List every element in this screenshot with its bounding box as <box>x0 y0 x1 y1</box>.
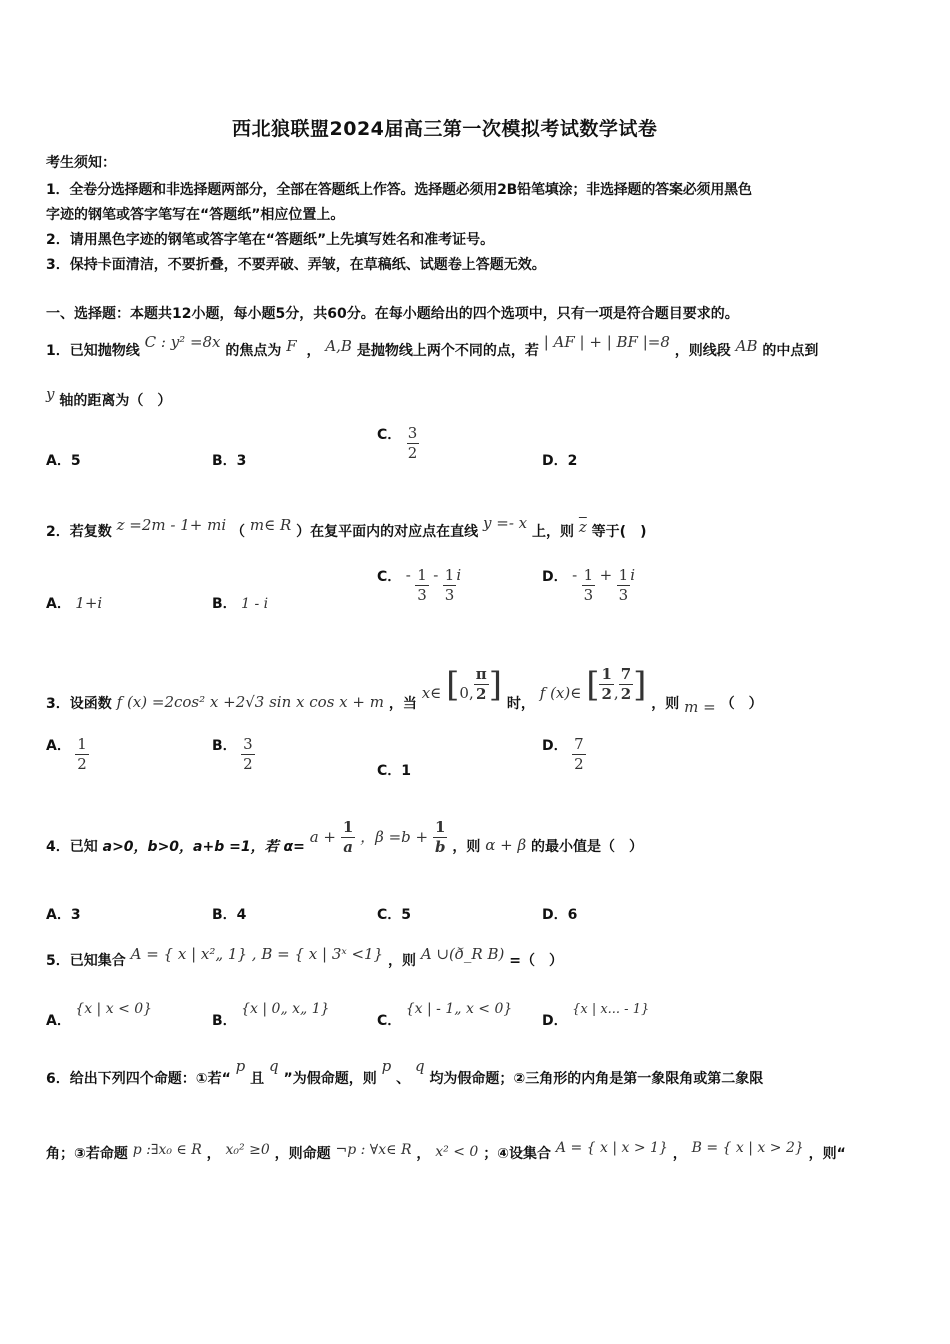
question-6-stem <box>46 1057 764 1088</box>
q2-option-d-i: i <box>630 565 635 584</box>
q5-option-a[interactable] <box>46 998 153 1029</box>
q3-math-function: f (x) =2cos² x +2√3 sin x cos x + m <box>116 693 384 711</box>
q6-text: 均为假命题；②三角形的内角是第一象限角或第二象限 <box>429 1071 764 1087</box>
q6-text: ， <box>416 1146 431 1162</box>
q3-option-b-label: B． <box>212 737 237 754</box>
q2-option-d[interactable] <box>542 566 635 605</box>
q6-math-x-squared: x² < 0 <box>435 1144 479 1160</box>
q6-math-x0-squared: x₀² ≥0 <box>225 1142 270 1158</box>
q1-text: 的焦点为 <box>225 343 282 359</box>
q6-text: ，则“ <box>808 1146 846 1162</box>
q2-text: 等于( ) <box>591 524 647 540</box>
q6-math-q-2: q <box>414 1057 425 1075</box>
q6-text: ，则命题 <box>274 1146 331 1162</box>
q3-option-b-den: 2 <box>243 755 253 773</box>
q3-text: 3．设函数 <box>46 696 112 712</box>
q6-math-set-b: B = { x | x > 2} <box>691 1140 804 1156</box>
q2-math-m: m∈ R <box>249 516 292 534</box>
q5-option-c-label: C． <box>377 1013 402 1029</box>
notice-item-3: 3．保持卡面清洁，不要折叠，不要弄破、弄皱，在草稿纸、试题卷上答题无效。 <box>46 257 546 273</box>
q1-option-c-label: C． <box>377 426 402 443</box>
notice-item-1-line-1: 1．全卷分选择题和非选择题两部分，全部在答题纸上作答。选择题必须用2B铅笔填涂；非选择题的答案必须用黑色 <box>46 182 752 198</box>
q5-option-c-math: {x | - 1„ x < 0} <box>405 1001 513 1017</box>
q3-interval-two: 2 <box>476 684 487 703</box>
q4-math-alpha: a + <box>309 827 336 846</box>
q4-math-sum: α + β <box>485 835 527 854</box>
q2-option-d-den-1: 3 <box>583 586 594 604</box>
q3-interval-pi: π <box>475 664 487 683</box>
notice-item-2: 2．请用黑色字迹的钢笔或答字笔在“答题纸”上先填写姓名和准考证号。 <box>46 232 495 248</box>
q2-option-b-label: B． <box>212 596 237 612</box>
q2-option-a-label: A． <box>46 596 71 612</box>
q3-interval-zero: 0 <box>459 684 469 702</box>
q2-option-c-label: C． <box>377 568 402 585</box>
q5-math-sets: A = { x | x²„ 1} , B = { x | 3ˣ <1} <box>130 945 384 963</box>
q1-math-points: A,B <box>325 337 352 355</box>
q5-option-b-math: {x | 0„ x„ 1} <box>241 1001 330 1017</box>
q5-text: =（ ） <box>509 953 563 969</box>
q1-math-axis: y <box>46 385 55 403</box>
q6-math-set-a: A = { x | x > 1} <box>555 1140 668 1156</box>
q6-text: ， <box>206 1146 221 1162</box>
q2-option-d-minus: - <box>572 565 578 584</box>
q1-option-d[interactable]: D．2 <box>542 453 578 469</box>
q4-math-beta: ，β =b + <box>360 827 429 846</box>
section-heading: 一、选择题：本题共12小题，每小题5分，共60分。在每小题给出的四个选项中，只有一项是符合题目要求的。 <box>46 306 739 322</box>
q2-option-c-num-1: 1 <box>417 566 427 584</box>
question-1-stem: 1．已知抛物线 C : y² =8x 的焦点为 F ， A,B 是抛物线上两个不同的点，若 | AF | + | BF |=8 ，则线段 AB 的中点到 <box>46 333 819 359</box>
q2-option-c[interactable] <box>377 566 461 605</box>
q2-math-line: y =- x <box>483 514 528 532</box>
q3-option-c[interactable]: C．1 <box>377 763 412 779</box>
q2-option-c-den-1: 3 <box>417 586 427 604</box>
q3-range-one: 1 <box>601 664 612 683</box>
q3-option-a-label: A． <box>46 737 71 754</box>
question-2-stem <box>46 514 647 541</box>
q3-option-a-den: 2 <box>77 755 87 773</box>
q5-option-d-math: {x | x... - 1} <box>572 1002 650 1017</box>
q6-text: ；④设集合 <box>483 1146 552 1162</box>
q1-option-c-num: 3 <box>407 424 418 442</box>
q2-math-zbar: $\overline{z}$ <box>578 518 587 536</box>
q6-text: 角；③若命题 <box>46 1146 128 1162</box>
q3-option-a-num: 1 <box>77 735 87 753</box>
q6-math-prop-p: p :∃x₀ ∈ R <box>132 1142 202 1158</box>
q3-option-a[interactable] <box>46 735 89 774</box>
q1-option-c[interactable] <box>377 424 419 463</box>
q4-alpha-num: 1 <box>342 818 354 836</box>
q1-math-segment: AB <box>735 337 758 355</box>
q2-option-c-minus-2: - <box>433 565 439 584</box>
q1-option-c-den: 2 <box>407 444 418 462</box>
q6-text: ， <box>672 1146 687 1162</box>
q4-option-c[interactable]: C．5 <box>377 907 412 923</box>
q2-option-d-den-2: 3 <box>618 586 629 604</box>
q3-range-seven: 7 <box>620 664 632 683</box>
q1-math-focus: F <box>286 337 297 355</box>
q3-range-two: 2 <box>601 684 612 703</box>
question-5-stem <box>46 945 563 970</box>
q1-text: ，则线段 <box>674 343 731 359</box>
q5-math-union: A ∪(ð_R B) <box>420 945 505 963</box>
q4-text: 的最小值是（ ） <box>531 838 644 855</box>
q4-alpha-den: a <box>343 838 353 856</box>
q3-option-b[interactable] <box>212 735 255 774</box>
q2-option-c-num-2: 1 <box>444 566 455 584</box>
q3-text: （ ） <box>720 696 763 712</box>
q5-option-d-label: D． <box>542 1013 568 1029</box>
q3-math-f-in: f (x)∈ <box>539 684 582 702</box>
q6-math-q: q <box>269 1057 279 1075</box>
q3-text: 时， <box>506 696 535 712</box>
q1-option-b[interactable]: B．3 <box>212 453 247 469</box>
q4-option-b[interactable]: B．4 <box>212 907 247 923</box>
q6-text: 、 <box>396 1071 411 1087</box>
q5-option-c[interactable] <box>377 998 513 1029</box>
q6-math-p: p <box>235 1057 246 1075</box>
q6-text: 且 <box>250 1071 265 1087</box>
q2-option-c-i: i <box>456 565 462 584</box>
q5-text: ，则 <box>387 953 416 969</box>
notice-heading: 考生须知： <box>46 155 116 171</box>
question-1-stem-line-2 <box>46 385 172 410</box>
q3-option-d-num: 7 <box>574 735 584 753</box>
question-6-stem-line-2 <box>46 1140 846 1163</box>
q6-text: ”为假命题，则 <box>283 1071 377 1087</box>
q5-text: 5．已知集合 <box>46 953 126 969</box>
q2-text: 2．若复数 <box>46 524 112 540</box>
q4-option-a[interactable]: A．3 <box>46 907 81 923</box>
q3-math-m: m = <box>684 698 716 716</box>
q2-option-d-plus: + <box>599 565 613 584</box>
q2-option-a-math: 1+i <box>75 594 103 612</box>
q1-text: 的中点到 <box>762 343 819 359</box>
q5-option-d[interactable] <box>542 998 650 1029</box>
q1-option-a[interactable]: A．5 <box>46 453 81 469</box>
q2-option-d-label: D． <box>542 568 568 585</box>
q2-option-c-minus: - <box>405 565 411 584</box>
q2-text: 上，则 <box>532 524 575 540</box>
q2-text: （ <box>231 524 246 540</box>
q2-option-d-num-1: 1 <box>583 566 594 584</box>
q3-math-x-in: x∈ <box>421 684 442 702</box>
q3-text: ，则 <box>651 696 680 712</box>
q4-option-d[interactable]: D．6 <box>542 907 578 923</box>
q1-text: 轴的距离为（ ） <box>59 393 172 409</box>
q3-option-d-label: D． <box>542 737 568 754</box>
q3-option-d-den: 2 <box>574 755 584 773</box>
q2-math-z: z =2m - 1+ mi <box>116 516 227 534</box>
q1-math-parabola: C : y² =8x <box>144 333 221 351</box>
q4-beta-den: b <box>434 838 446 856</box>
question-3-stem: 3．设函数 f (x) =2cos² x +2√3 sin x cos x + m ，当 x∈ [0, $\frac{\pi}{2}$ ] 时， f (x)∈ [ $\frac{1}{2}$ , $\frac{7}{2}$ ] ，则 m = （ ） <box>46 664 763 716</box>
q6-math-p-2: p <box>381 1057 392 1075</box>
q2-option-b[interactable] <box>212 593 268 613</box>
q4-text: ，则 <box>452 838 481 855</box>
page-title: 西北狼联盟2024届高三第一次模拟考试数学试卷 <box>232 118 658 140</box>
notice-item-1-line-2: 字迹的钢笔或答字笔写在“答题纸”相应位置上。 <box>46 207 345 223</box>
q5-option-a-label: A． <box>46 1013 71 1029</box>
q6-math-not-p: ¬p : ∀x∈ R <box>335 1142 412 1158</box>
q1-text: 1．已知抛物线 <box>46 343 140 359</box>
q3-option-d[interactable] <box>542 735 586 774</box>
q3-text: ，当 <box>388 696 417 712</box>
q5-option-b[interactable] <box>212 998 330 1029</box>
q3-range-two-2: 2 <box>620 684 632 703</box>
q4-text: 4．已知 <box>46 838 98 855</box>
q1-text: 是抛物线上两个不同的点，若 <box>356 343 539 359</box>
q2-option-d-num-2: 1 <box>618 566 629 584</box>
q1-math-condition: | AF | + | BF |=8 <box>543 333 670 351</box>
q4-condition: a>0，b>0，a+b =1，若 α= <box>102 838 305 855</box>
q2-text: ）在复平面内的对应点在直线 <box>296 524 479 540</box>
q2-option-a[interactable] <box>46 593 102 613</box>
q2-option-c-den-2: 3 <box>444 586 455 604</box>
q6-text: 6．给出下列四个命题：①若“ <box>46 1071 231 1087</box>
q5-option-a-math: {x | x < 0} <box>75 1001 153 1017</box>
q3-option-b-num: 3 <box>243 735 253 753</box>
q4-beta-num: 1 <box>435 818 446 836</box>
question-4-stem <box>46 818 643 857</box>
q5-option-b-label: B． <box>212 1013 237 1029</box>
q2-option-b-math: 1 - i <box>241 596 269 612</box>
